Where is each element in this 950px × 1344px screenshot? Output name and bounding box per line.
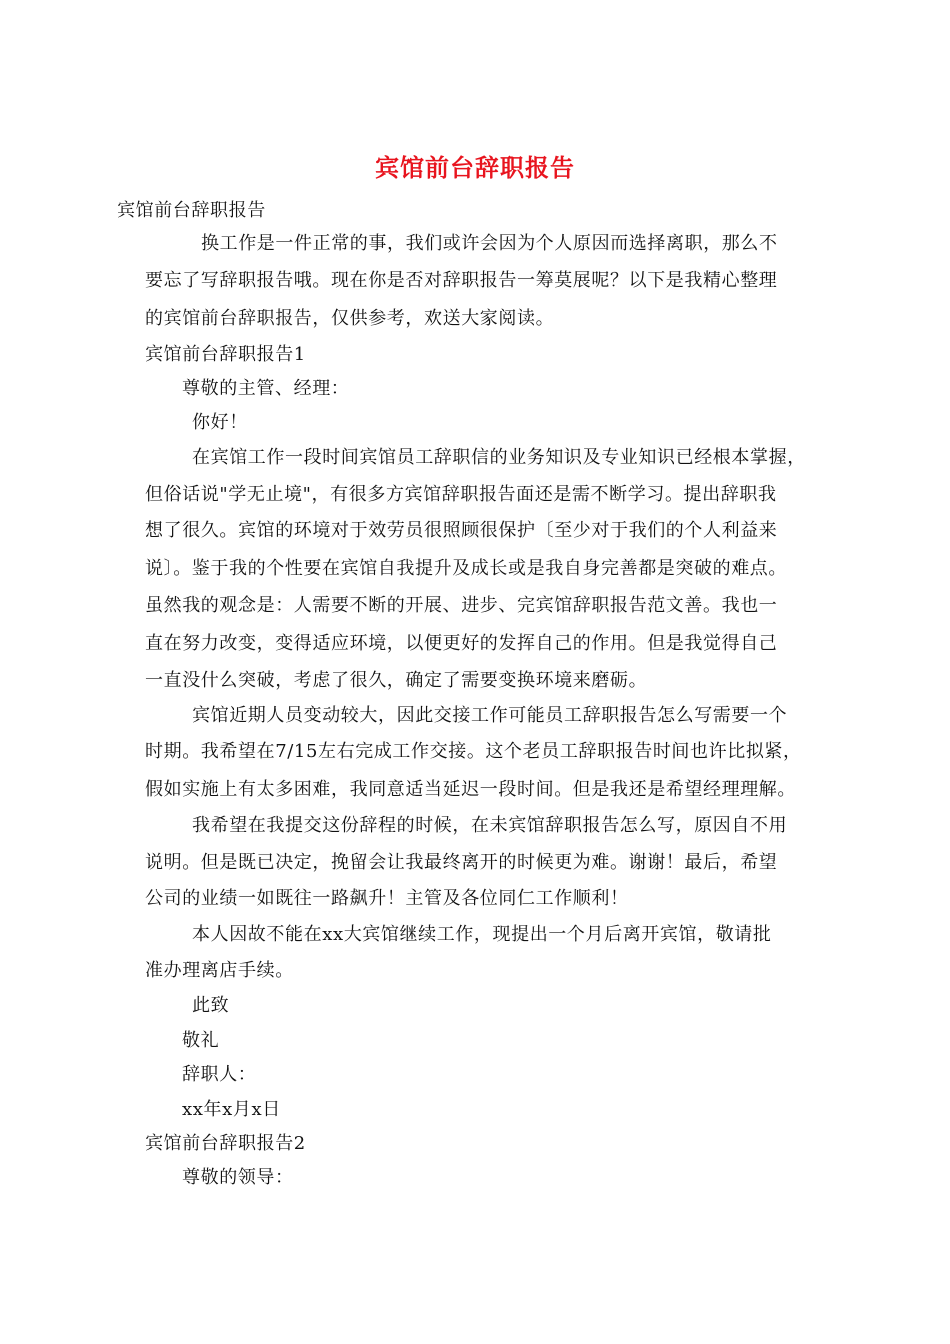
paragraph-line: 在宾馆工作一段时间宾馆员工辞职信的业务知识及专业知识已经根本掌握， bbox=[192, 447, 806, 468]
greeting: 你好！ bbox=[192, 412, 248, 433]
paragraph-line: 直在努力改变，变得适应环境，以便更好的发挥自己的作用。但是我觉得自己 bbox=[145, 633, 778, 654]
salutation: 尊敬的领导： bbox=[182, 1167, 294, 1188]
paragraph-line: 宾馆近期人员变动较大，因此交接工作可能员工辞职报告怎么写需要一个 bbox=[192, 705, 788, 726]
paragraph-line: 虽然我的观念是：人需要不断的开展、进步、完宾馆辞职报告范文善。我也一 bbox=[145, 595, 778, 616]
paragraph-line: 但俗话说"学无止境"，有很多方宾馆辞职报告面还是需不断学习。提出辞职我 bbox=[145, 484, 777, 505]
intro-line: 的宾馆前台辞职报告，仅供参考，欢送大家阅读。 bbox=[145, 308, 555, 329]
paragraph-line: 本人因故不能在xx大宾馆继续工作，现提出一个月后离开宾馆，敬请批 bbox=[192, 924, 772, 945]
paragraph-line: 假如实施上有太多困难，我同意适当延迟一段时间。但是我还是希望经理理解。 bbox=[145, 779, 796, 800]
paragraph-line: 我希望在我提交这份辞程的时候，在未宾馆辞职报告怎么写，原因自不用 bbox=[192, 815, 788, 836]
salutation: 尊敬的主管、经理： bbox=[182, 378, 350, 399]
paragraph-line: 说〕。鉴于我的个性要在宾馆自我提升及成长或是我自身完善都是突破的难点。 bbox=[145, 558, 787, 579]
paragraph-line: 公司的业绩一如既往一路飙升！主管及各位同仁工作顺利！ bbox=[145, 888, 629, 909]
section-heading: 宾馆前台辞职报告1 bbox=[145, 344, 306, 365]
intro-line: 要忘了写辞职报告哦。现在你是否对辞职报告一筹莫展呢？以下是我精心整理 bbox=[145, 270, 778, 291]
closing-line: 敬礼 bbox=[182, 1030, 220, 1051]
paragraph-line: 时期。我希望在7/15左右完成工作交接。这个老员工辞职报告时间也许比拟紧， bbox=[145, 741, 802, 762]
date-line: xx年x月x日 bbox=[182, 1099, 281, 1120]
section-heading: 宾馆前台辞职报告2 bbox=[145, 1133, 306, 1154]
paragraph-line: 一直没什么突破，考虑了很久，确定了需要变换环境来磨砺。 bbox=[145, 670, 648, 691]
paragraph-line: 想了很久。宾馆的环境对于效劳员很照顾很保护〔至少对于我们的个人利益来 bbox=[145, 520, 778, 541]
signature-line: 辞职人： bbox=[182, 1064, 257, 1085]
paragraph-line: 说明。但是既已决定，挽留会让我最终离开的时候更为难。谢谢！最后，希望 bbox=[145, 852, 778, 873]
document-subtitle: 宾馆前台辞职报告 bbox=[117, 200, 266, 221]
document-title: 宾馆前台辞职报告 bbox=[375, 153, 575, 182]
closing-line: 此致 bbox=[192, 995, 230, 1016]
paragraph-line: 准办理离店手续。 bbox=[145, 960, 294, 981]
intro-line: 换工作是一件正常的事，我们或许会因为个人原因而选择离职，那么不 bbox=[201, 233, 778, 254]
